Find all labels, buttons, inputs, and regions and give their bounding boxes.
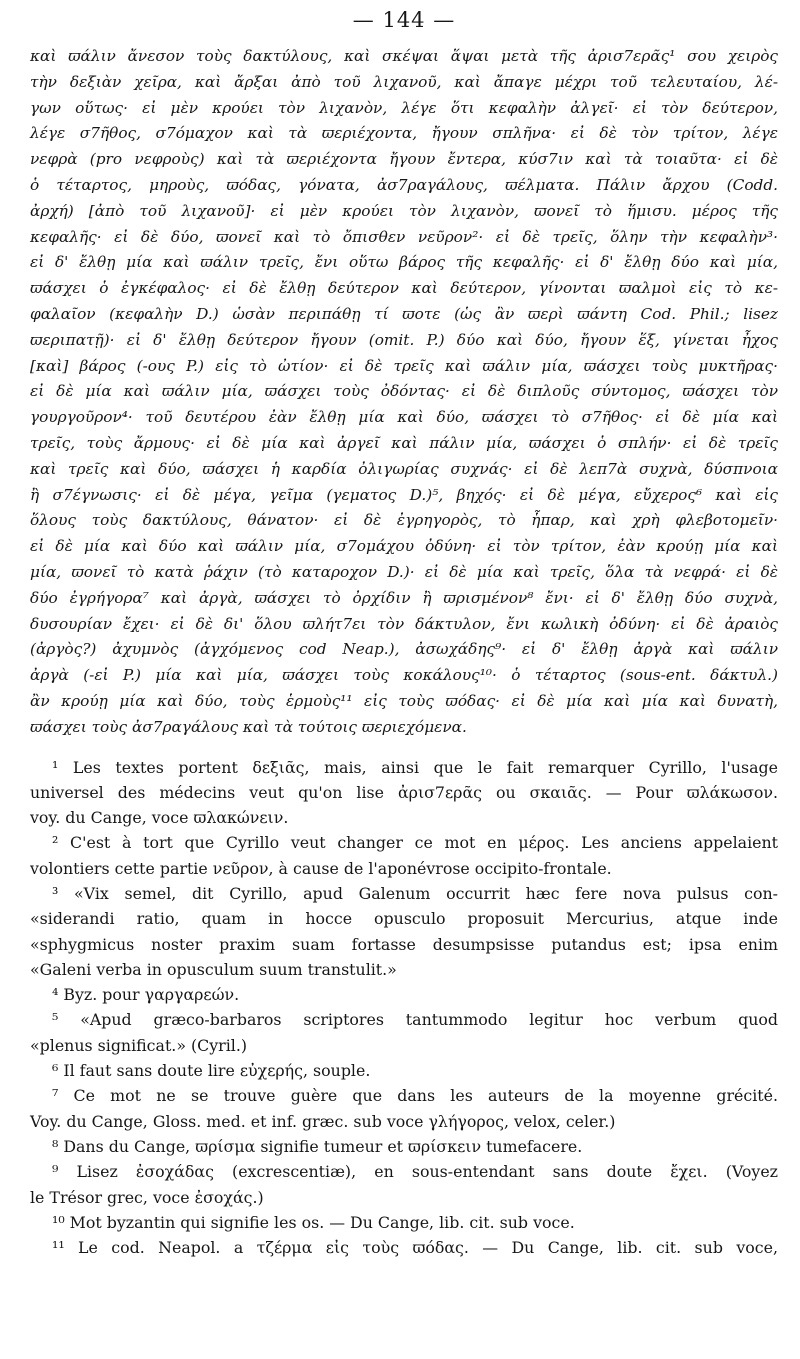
footnote-line: Voy. du Cange, Gloss. med. et inf. græc. sub voce γλήγορος, velox, celer.) (30, 1111, 616, 1131)
body-line: εἰ δ' ἔλθῃ μία καὶ ϖάλιν τρεῖς, ἔνι οὕτω βάρος τῆς κεφαλῆς· εἰ δ' ἔλθῃ δύο καὶ μία, (30, 253, 778, 272)
body-line: λέγε σ7ῆθος, σ7όμαχον καὶ τὰ ϖεριέχοντα, ἤγουν σπλῆνα· εἰ δὲ τὸν τρίτον, λέγε (30, 124, 778, 143)
footnote-line: ⁵ «Apud græco-barbaros scriptores tantummodo legitur hoc verbum quod (52, 1010, 778, 1030)
body-line: νεφρὰ (pro νεφροὺς) καὶ τὰ ϖεριέχοντα ἤγουν ἔντερα, κύσ7ιν καὶ τὰ τοιαῦτα· εἰ δὲ (30, 150, 778, 169)
footnote-line: «siderandi ratio, quam in hocce opusculo proposuit Mercurius, atque inde (30, 909, 778, 929)
footnote-line: ¹⁰ Mot byzantin qui signifie les os. — Du Cange, lib. cit. sub voce. (52, 1212, 575, 1232)
body-line: δυσουρίαν ἔχει· εἰ δὲ δι' ὅλου ϖλήτ7ει τὸν δάκτυλον, ἔνι κωλικὴ ὀδύνη· εἰ δὲ ἀραιὸς (30, 614, 778, 633)
footnote-line: ⁶ Il faut sans doute lire εὐχερής, souple. (52, 1061, 371, 1081)
body-line: ἀρχή) [ἀπὸ τοῦ λιχανοῦ]· εἰ μὲν κρούει τὸν λιχανὸν, ϖονεῖ τὸ ἥμισυ. μέρος τῆς (30, 201, 778, 220)
body-line: ὁ τέταρτος, μηροὺς, ϖόδας, γόνατα, ἀσ7ραγάλους, ϖέλματα. Πάλιν ἄρχου (Codd. (30, 175, 778, 194)
footnotes (30, 755, 778, 1261)
footnote-line: «sphygmicus noster praxim suam fortasse desumpsisse putandus est; ipsa enim (30, 934, 778, 954)
footnote-line: «plenus significat.» (Cyril.) (30, 1035, 248, 1055)
body-line: κεφαλῆς· εἰ δὲ δύο, ϖονεῖ καὶ τὸ ὄπισθεν νεῦρον²· εἰ δὲ τρεῖς, ὅλην τὴν κεφαλὴν³· (30, 227, 778, 246)
body-line: ϖεριπατῇ)· εἰ δ' ἔλθῃ δεύτερον ἤγουν (omit. P.) δύο καὶ δύο, ἤγουν ἕξ, γίνεται ἦχος (30, 330, 778, 349)
body-line: γων οὕτως· εἰ μὲν κρούει τὸν λιχανὸν, λέγε ὅτι κεφαλὴν ἀλγεῖ· εἰ τὸν δεύτερον, (30, 98, 778, 117)
body-line: τρεῖς, τοὺς ἄρμους· εἰ δὲ μία καὶ ἀργεῖ καὶ πάλιν μία, ϖάσχει ὁ σπλήν· εἰ δὲ τρεῖς (30, 433, 778, 452)
footnote-line: ⁴ Byz. pour γαργαρεών. (52, 985, 240, 1005)
body-line: καὶ τρεῖς καὶ δύο, ϖάσχει ἡ καρδία ὀλιγωρίας συχνάς· εἰ δὲ λεπ7ὰ συχνὰ, δύσπνοια (30, 459, 778, 478)
footnote-line: universel des médecins veut qu'on lise ἀρισ7ερᾶς ou σκαιᾶς. — Pour ϖλάκωσον. (30, 782, 778, 802)
footnote-line: ³ «Vix semel, dit Cyrillo, apud Galenum occurrit hæc fere nova pulsus con- (52, 884, 778, 903)
body-line: ἢ σ7έγνωσις· εἰ δὲ μέγα, γεῖμα (γεματος D.)⁵, βηχός· εἰ δὲ μέγα, εὔχερος⁶ καὶ εἰς (30, 485, 778, 504)
greek-body-text (30, 44, 778, 741)
body-line: καὶ ϖάλιν ἄνεσον τοὺς δακτύλους, καὶ σκέψαι ἅψαι μετὰ τῆς ἀρισ7ερᾶς¹ σου χειρὸς (30, 47, 778, 65)
footnote-line: ⁹ Lisez ἐσοχάδας (excrescentiæ), en sous-entendant sans doute ἔχει. (Voyez (52, 1162, 778, 1182)
footnote-line: ¹¹ Le cod. Neapol. a τζέρμα εἰς τοὺς ϖόδας. — Du Cange, lib. cit. sub voce, (52, 1238, 778, 1258)
footnote-line: ² C'est à tort que Cyrillo veut changer ce mot en μέρος. Les anciens appelaient (52, 833, 778, 853)
footnote-line: ⁷ Ce mot ne se trouve guère que dans les auteurs de la moyenne grécité. (52, 1086, 778, 1106)
body-line: ἀργὰ (-εἰ P.) μία καὶ μία, ϖάσχει τοὺς κοκάλους¹⁰· ὁ τέταρτος (sous-ent. δάκτυλ.) (30, 666, 778, 685)
footnote-line: «Galeni verba in opusculum suum transtulit.» (30, 959, 397, 979)
page-number: — 144 — (352, 8, 456, 32)
body-line: ϖάσχει τοὺς ἀσ7ραγάλους καὶ τὰ τούτοις ϖεριεχόμενα. (30, 717, 467, 736)
body-line: γουργοῦρον⁴· τοῦ δευτέρου ἐὰν ἔλθῃ μία καὶ δύο, ϖάσχει τὸ σ7ῆθος· εἰ δὲ μία καὶ (30, 408, 778, 427)
body-line: (ἀργὸς?) ἀχυμνὸς (ἀγχόμενος cod Neap.), ἀσωχάδης⁹· εἰ δ' ἔλθῃ ἀργὰ καὶ ϖάλιν (30, 640, 778, 659)
body-line: εἰ δὲ μία καὶ δύο καὶ ϖάλιν μία, σ7ομάχου ὀδύνη· εἰ τὸν τρίτον, ἐὰν κρούῃ μία καὶ (30, 537, 778, 556)
body-line: εἰ δὲ μία καὶ ϖάλιν μία, ϖάσχει τοὺς ὀδόντας· εἰ δὲ διπλοῦς σύντομος, ϖάσχει τὸν (30, 382, 778, 401)
footnote-line: le Trésor grec, voce ἐσοχάς.) (30, 1187, 264, 1207)
body-line: μία, ϖονεῖ τὸ κατὰ ῥάχιν (τὸ καταροχον D.)· εἰ δὲ μία καὶ τρεῖς, ὅλα τὰ νεφρά· εἰ δὲ (30, 562, 778, 581)
body-line: δύο ἐγρήγορα⁷ καὶ ἀργὰ, ϖάσχει τὸ ὀρχίδιν ἢ ϖρισμένον⁸ ἔνι· εἰ δ' ἔλθῃ δύο συχνὰ, (30, 588, 778, 607)
body-line: [καὶ] βάρος (-ους P.) εἰς τὸ ὠτίον· εἰ δὲ τρεῖς καὶ ϖάλιν μία, ϖάσχει τοὺς μυκτῆρας· (30, 356, 778, 375)
footnote-line: voy. du Cange, voce ϖλακώνειν. (30, 808, 289, 828)
body-line: ϖάσχει ὁ ἐγκέφαλος· εἰ δὲ ἔλθῃ δεύτερον καὶ δεύτερον, γίνονται ϖαλμοὶ εἰς τὸ κε- (30, 279, 778, 298)
footnote-line: ¹ Les textes portent δεξιᾶς, mais, ainsi que le fait remarquer Cyrillo, l'usage (52, 757, 778, 777)
body-line: φαλαῖον (κεφαλὴν D.) ὡσὰν περιπάθῃ τί ϖοτε (ὡς ἂν ϖερὶ ϖάντη Cod. Phil.; lisez (30, 304, 778, 323)
footnote-line: ⁸ Dans du Cange, ϖρίσμα signifie tumeur et ϖρίσκειν tumefacere. (52, 1136, 583, 1156)
body-line: τὴν δεξιὰν χεῖρα, καὶ ἄρξαι ἀπὸ τοῦ λιχανοῦ, καὶ ἄπαγε μέχρι τοῦ τελευταίου, λέ- (30, 72, 778, 91)
body-line: ὅλους τοὺς δακτύλους, θάνατον· εἰ δὲ ἐγρηγορὸς, τὸ ἧπαρ, καὶ χρὴ φλεβοτομεῖν· (30, 511, 778, 530)
footnote-line: volontiers cette partie νεῦρον, à cause de l'aponévrose occipito-frontale. (30, 858, 612, 878)
body-line: ἂν κρούῃ μία καὶ δύο, τοὺς ἑρμοὺς¹¹ εἰς τοὺς ϖόδας· εἰ δὲ μία καὶ μία καὶ δυνατὴ, (30, 691, 778, 710)
